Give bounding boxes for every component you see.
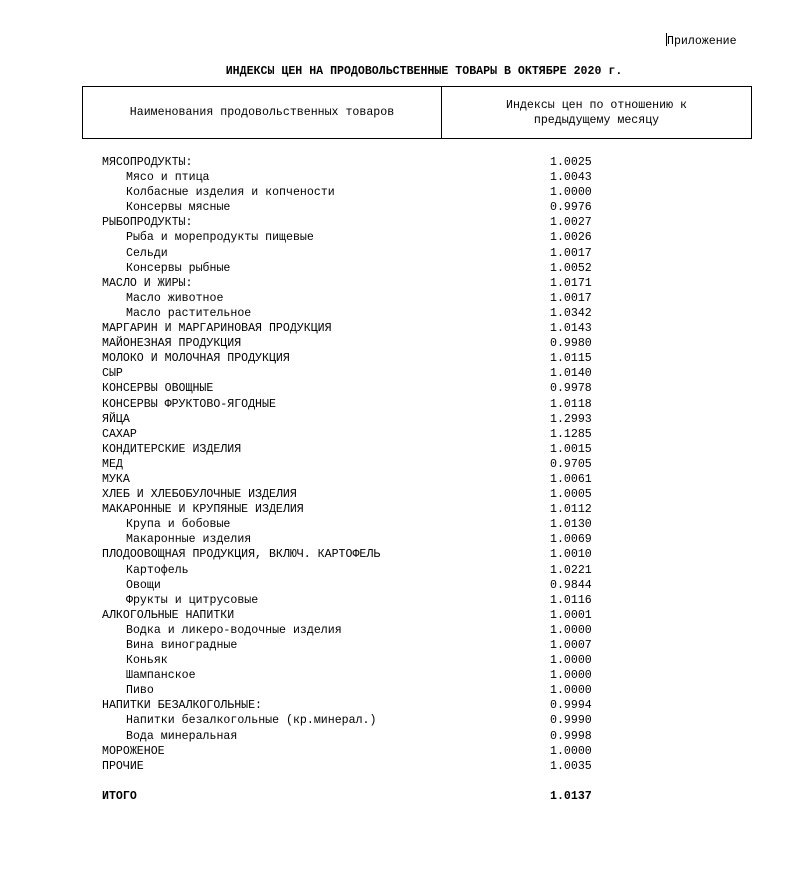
row-value: 1.0017 bbox=[550, 291, 592, 305]
row-value: 0.9990 bbox=[550, 714, 592, 728]
row-value: 1.0116 bbox=[550, 593, 592, 607]
row-label: Водка и ликеро-водочные изделия bbox=[126, 623, 342, 637]
row-value: 1.0118 bbox=[550, 397, 592, 411]
row-label: МУКА bbox=[102, 472, 130, 486]
column-header-name: Наименования продовольственных товаров bbox=[83, 87, 442, 138]
row-value: 1.0000 bbox=[550, 744, 592, 758]
subcategory-row bbox=[102, 729, 622, 744]
row-label: АЛКОГОЛЬНЫЕ НАПИТКИ bbox=[102, 608, 235, 622]
row-label: КОНДИТЕРСКИЕ ИЗДЕЛИЯ bbox=[102, 442, 242, 456]
row-label: Пиво bbox=[126, 684, 154, 698]
row-label: МЕД bbox=[102, 457, 123, 471]
row-value: 1.0000 bbox=[550, 654, 592, 668]
row-value: 0.9705 bbox=[550, 457, 592, 471]
total-label: ИТОГО bbox=[102, 790, 137, 803]
row-value: 1.0001 bbox=[550, 608, 592, 622]
subcategory-row bbox=[102, 230, 622, 245]
total-row bbox=[102, 789, 622, 805]
row-value: 1.0000 bbox=[550, 669, 592, 683]
row-label: Крупа и бобовые bbox=[126, 518, 231, 532]
subcategory-row bbox=[102, 261, 622, 276]
row-label: ПРОЧИЕ bbox=[102, 759, 144, 773]
row-value: 1.0069 bbox=[550, 533, 592, 547]
row-label: Сельди bbox=[126, 246, 168, 260]
row-value: 1.0005 bbox=[550, 488, 592, 502]
row-value: 1.0140 bbox=[550, 367, 592, 381]
document-title: ИНДЕКСЫ ЦЕН НА ПРОДОВОЛЬСТВЕННЫЕ ТОВАРЫ В ОКТЯБРЕ 2020 г. bbox=[225, 65, 623, 78]
row-value: 1.0143 bbox=[550, 322, 592, 336]
row-value: 1.0025 bbox=[550, 156, 592, 169]
subcategory-row bbox=[102, 532, 622, 547]
category-row bbox=[102, 215, 622, 230]
row-label: Мясо и птица bbox=[126, 171, 210, 185]
row-value: 1.0061 bbox=[550, 472, 592, 486]
row-value: 1.0115 bbox=[550, 352, 592, 366]
row-label: ЯЙЦА bbox=[102, 412, 130, 426]
subcategory-row bbox=[102, 668, 622, 683]
row-value: 1.0026 bbox=[550, 231, 592, 245]
row-label: Вина виноградные bbox=[126, 639, 238, 652]
category-row bbox=[102, 744, 622, 759]
category-row bbox=[102, 276, 622, 291]
row-value: 1.0043 bbox=[550, 171, 592, 185]
category-row bbox=[102, 457, 622, 472]
row-value: 1.0052 bbox=[550, 261, 592, 275]
subcategory-row bbox=[102, 713, 622, 728]
category-row bbox=[102, 502, 622, 517]
category-row bbox=[102, 487, 622, 502]
subcategory-row bbox=[102, 638, 622, 653]
row-value: 1.2993 bbox=[550, 412, 592, 426]
price-index-list bbox=[102, 155, 622, 774]
row-label: НАПИТКИ БЕЗАЛКОГОЛЬНЫЕ: bbox=[102, 699, 263, 713]
row-label: Консервы мясные bbox=[126, 201, 231, 215]
category-row bbox=[102, 472, 622, 487]
row-value: 0.9994 bbox=[550, 699, 592, 713]
subcategory-row bbox=[102, 623, 622, 638]
row-label: ХЛЕБ И ХЛЕБОБУЛОЧНЫЕ ИЗДЕЛИЯ bbox=[102, 488, 297, 502]
row-value: 1.0010 bbox=[550, 548, 592, 562]
row-label: МАСЛО И ЖИРЫ: bbox=[102, 276, 193, 290]
row-label: МОЛОКО И МОЛОЧНАЯ ПРОДУКЦИЯ bbox=[102, 352, 290, 366]
row-label: Макаронные изделия bbox=[126, 533, 252, 547]
subcategory-row bbox=[102, 200, 622, 215]
row-label: Вода минеральная bbox=[126, 729, 238, 743]
row-value: 1.0171 bbox=[550, 276, 592, 290]
category-row bbox=[102, 427, 622, 442]
row-value: 1.0000 bbox=[550, 186, 592, 200]
row-label: САХАР bbox=[102, 427, 137, 441]
total-value: 1.0137 bbox=[550, 790, 592, 803]
subcategory-row bbox=[102, 517, 622, 532]
row-label: Фрукты и цитрусовые bbox=[126, 593, 259, 607]
row-value: 0.9976 bbox=[550, 201, 592, 215]
row-value: 1.0015 bbox=[550, 442, 592, 456]
row-label: Рыба и морепродукты пищевые bbox=[126, 231, 314, 245]
row-label: Напитки безалкогольные (кр.минерал.) bbox=[126, 714, 377, 728]
category-row bbox=[102, 759, 622, 774]
row-label: МАРГАРИН И МАРГАРИНОВАЯ ПРОДУКЦИЯ bbox=[102, 322, 332, 336]
row-label: Шампанское bbox=[126, 669, 196, 683]
row-value: 1.0342 bbox=[550, 306, 592, 320]
row-value: 0.9844 bbox=[550, 578, 592, 592]
subcategory-row bbox=[102, 683, 622, 698]
row-value: 1.0130 bbox=[550, 518, 592, 532]
column-header-index: Индексы цен по отношению к предыдущему месяцу bbox=[506, 98, 687, 127]
row-label: РЫБОПРОДУКТЫ: bbox=[102, 216, 193, 230]
category-row bbox=[102, 155, 622, 170]
subcategory-row bbox=[102, 246, 622, 261]
appendix-text: Приложение bbox=[667, 35, 737, 48]
row-label: МЯСОПРОДУКТЫ: bbox=[102, 156, 193, 169]
row-value: 1.1285 bbox=[550, 427, 592, 441]
category-row bbox=[102, 442, 622, 457]
row-value: 1.0017 bbox=[550, 246, 592, 260]
row-value: 0.9978 bbox=[550, 382, 592, 396]
row-value: 0.9998 bbox=[550, 729, 592, 743]
category-row bbox=[102, 412, 622, 427]
appendix-label bbox=[666, 33, 737, 49]
category-row bbox=[102, 397, 622, 412]
row-label: МОРОЖЕНОЕ bbox=[102, 744, 165, 758]
category-row bbox=[102, 366, 622, 381]
subcategory-row bbox=[102, 291, 622, 306]
category-row bbox=[102, 608, 622, 623]
category-row bbox=[102, 547, 622, 562]
row-label: Колбасные изделия и копчености bbox=[126, 186, 335, 200]
row-value: 1.0000 bbox=[550, 684, 592, 698]
row-label: ПЛОДООВОЩНАЯ ПРОДУКЦИЯ, ВКЛЮЧ. КАРТОФЕЛЬ bbox=[102, 548, 381, 562]
subcategory-row bbox=[102, 578, 622, 593]
row-label: МАКАРОННЫЕ И КРУПЯНЫЕ ИЗДЕЛИЯ bbox=[102, 503, 304, 517]
row-value: 0.9980 bbox=[550, 337, 592, 351]
row-label: СЫР bbox=[102, 367, 123, 381]
subcategory-row bbox=[102, 185, 622, 200]
row-label: Коньяк bbox=[126, 654, 168, 668]
row-value: 1.0112 bbox=[550, 503, 592, 517]
row-label: МАЙОНЕЗНАЯ ПРОДУКЦИЯ bbox=[102, 337, 242, 351]
row-label: Консервы рыбные bbox=[126, 261, 231, 275]
subcategory-row bbox=[102, 170, 622, 185]
subcategory-row bbox=[102, 563, 622, 578]
row-value: 1.0035 bbox=[550, 759, 592, 773]
subcategory-row bbox=[102, 593, 622, 608]
category-row bbox=[102, 351, 622, 366]
category-row bbox=[102, 381, 622, 396]
row-value: 1.0221 bbox=[550, 563, 592, 577]
subcategory-row bbox=[102, 653, 622, 668]
row-value: 1.0007 bbox=[550, 639, 592, 652]
category-row bbox=[102, 336, 622, 351]
row-label: Масло растительное bbox=[126, 306, 252, 320]
row-label: Овощи bbox=[126, 578, 161, 592]
table-header bbox=[82, 86, 752, 139]
row-label: КОНСЕРВЫ ФРУКТОВО-ЯГОДНЫЕ bbox=[102, 397, 276, 411]
subcategory-row bbox=[102, 306, 622, 321]
row-label: Масло животное bbox=[126, 291, 224, 305]
row-value: 1.0027 bbox=[550, 216, 592, 230]
row-label: Картофель bbox=[126, 563, 189, 577]
category-row bbox=[102, 698, 622, 713]
category-row bbox=[102, 321, 622, 336]
row-label: КОНСЕРВЫ ОВОЩНЫЕ bbox=[102, 382, 214, 396]
row-value: 1.0000 bbox=[550, 623, 592, 637]
